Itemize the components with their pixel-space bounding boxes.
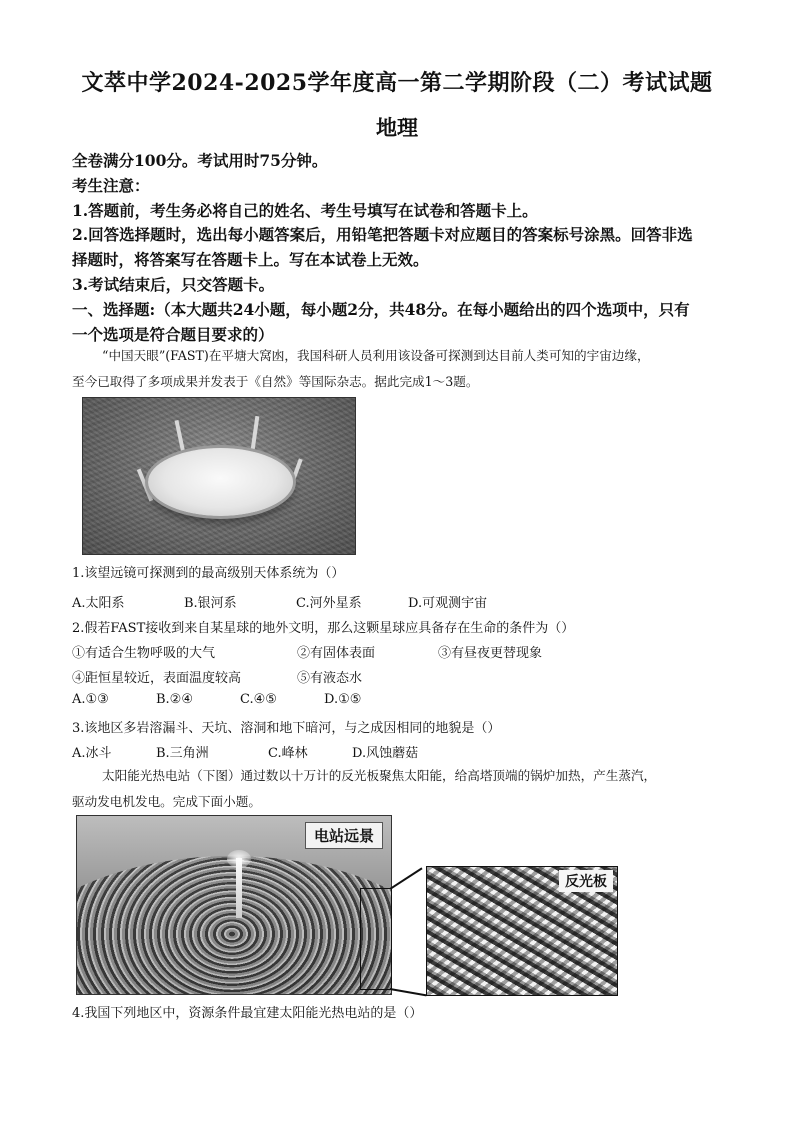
q1-option-a: A.太阳系 bbox=[72, 596, 125, 611]
q1-option-b: B.银河系 bbox=[184, 596, 237, 611]
exam-subject: 地理 bbox=[376, 115, 418, 140]
q2-condition-2: ②有固体表面 bbox=[297, 646, 376, 661]
notice-item-3: 3.考试结束后，只交答题卡。 bbox=[72, 275, 275, 294]
q1-option-c: C.河外星系 bbox=[296, 596, 362, 611]
notice-item-1: 1.答题前，考生务必将自己的姓名、考生号填写在试卷和答题卡上。 bbox=[72, 201, 538, 220]
q2-condition-1: ①有适合生物呼吸的大气 bbox=[72, 646, 216, 661]
zoom-region-box bbox=[360, 888, 392, 990]
q4-stem: 4.我国下列地区中，资源条件最宜建太阳能光热电站的是（） bbox=[72, 1006, 423, 1021]
q2-option-b: B.②④ bbox=[156, 692, 193, 707]
solar-plant-photo bbox=[76, 815, 392, 995]
q3-option-c: C.峰林 bbox=[268, 746, 308, 761]
score-time-note: 全卷满分100分。考试用时75分钟。 bbox=[72, 151, 328, 170]
q1-stem: 1.该望远镜可探测到的最高级别天体系统为（） bbox=[72, 566, 345, 581]
exam-title: 文萃中学2024-2025学年度高一第二学期阶段（二）考试试题 bbox=[81, 70, 713, 96]
q3-option-a: A.冰斗 bbox=[72, 746, 112, 761]
fast-telescope-photo bbox=[82, 397, 356, 555]
q3-stem: 3.该地区多岩溶漏斗、天坑、溶洞和地下暗河，与之成因相同的地貌是（） bbox=[72, 721, 501, 736]
q3-option-b: B.三角洲 bbox=[156, 746, 209, 761]
q2-option-a: A.①③ bbox=[72, 692, 109, 707]
zoom-connector-top bbox=[390, 867, 423, 889]
q2-option-d: D.①⑤ bbox=[324, 692, 362, 707]
reflector-closeup-photo bbox=[426, 866, 618, 996]
passage2-line1: 太阳能光热电站（下图）通过数以十万计的反光板聚焦太阳能，给高塔顶端的锅炉加热，产生蒸汽， bbox=[102, 768, 657, 783]
q1-option-d: D.可观测宇宙 bbox=[408, 596, 488, 611]
notice-item-2-cont: 择题时，将答案写在答题卡上。写在本试卷上无效。 bbox=[72, 250, 429, 269]
section-heading-cont: 一个选项是符合题目要求的） bbox=[72, 325, 274, 344]
zoom-connector-bottom bbox=[390, 988, 427, 996]
telescope-dish bbox=[148, 448, 293, 516]
q2-option-c: C.④⑤ bbox=[240, 692, 277, 707]
q2-condition-5: ⑤有液态水 bbox=[297, 671, 363, 686]
q2-condition-4: ④距恒星较近，表面温度较高 bbox=[72, 671, 242, 686]
q2-condition-3: ③有昼夜更替现象 bbox=[438, 646, 543, 661]
passage1-line2: 至今已取得了多项成果并发表于《自然》等国际杂志。据此完成1～3题。 bbox=[72, 374, 479, 389]
notice-heading: 考生注意： bbox=[72, 176, 150, 195]
section-heading: 一、选择题:（本大题共24小题，每小题2分，共48分。在每小题给出的四个选项中，只有 bbox=[72, 300, 690, 319]
solar-tower bbox=[236, 858, 242, 918]
notice-item-2: 2.回答选择题时，选出每小题答案后，用铅笔把答题卡对应题目的答案标号涂黑。回答非选 bbox=[72, 225, 693, 244]
passage2-line2: 驱动发电机发电。完成下面小题。 bbox=[72, 794, 261, 809]
passage1-line1: “中国天眼”(FAST)在平塘大窝凼，我国科研人员利用该设备可探测到达目前人类可知的宇宙边缘， bbox=[102, 348, 650, 363]
mirror-field bbox=[76, 856, 392, 995]
photo-label-plant-view: 电站远景 bbox=[305, 822, 383, 849]
photo-label-reflector: 反光板 bbox=[559, 870, 613, 892]
q3-option-d: D.风蚀蘑菇 bbox=[352, 746, 419, 761]
q2-stem: 2.假若FAST接收到来自某星球的地外文明，那么这颗星球应具备存在生命的条件为（） bbox=[72, 621, 575, 636]
